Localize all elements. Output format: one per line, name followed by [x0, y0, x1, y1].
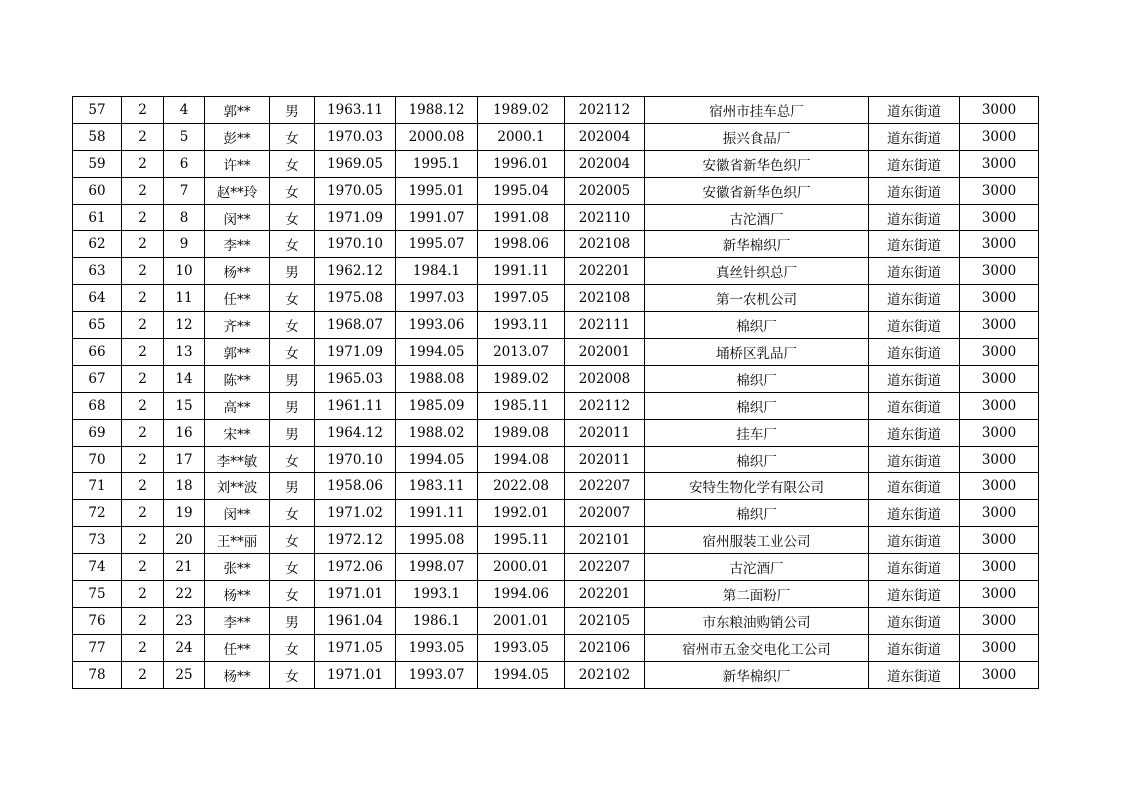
name-cell: 李**	[205, 231, 270, 258]
seq-cell: 73	[73, 527, 122, 554]
gender-cell: 女	[270, 634, 315, 661]
seq-cell: 61	[73, 204, 122, 231]
amount-cell: 3000	[960, 258, 1039, 285]
number-cell: 22	[164, 581, 205, 608]
start-date-cell: 1994.05	[396, 446, 478, 473]
name-cell: 闵**	[205, 204, 270, 231]
gender-cell: 女	[270, 231, 315, 258]
employer-cell: 宿州市五金交电化工公司	[645, 634, 869, 661]
gender-cell: 女	[270, 177, 315, 204]
gender-cell: 男	[270, 392, 315, 419]
group-cell: 2	[122, 634, 164, 661]
birth-date-cell: 1958.06	[315, 473, 396, 500]
seq-cell: 59	[73, 150, 122, 177]
end-date-cell: 1994.05	[478, 661, 565, 688]
period-cell: 202108	[565, 231, 645, 258]
birth-date-cell: 1975.08	[315, 285, 396, 312]
seq-cell: 64	[73, 285, 122, 312]
number-cell: 23	[164, 607, 205, 634]
start-date-cell: 1997.03	[396, 285, 478, 312]
street-cell: 道东街道	[869, 312, 960, 339]
number-cell: 10	[164, 258, 205, 285]
table-row	[73, 97, 1039, 124]
name-cell: 郭**	[205, 97, 270, 124]
employer-cell: 新华棉织厂	[645, 661, 869, 688]
gender-cell: 女	[270, 285, 315, 312]
birth-date-cell: 1971.01	[315, 581, 396, 608]
birth-date-cell: 1964.12	[315, 419, 396, 446]
street-cell: 道东街道	[869, 177, 960, 204]
period-cell: 202011	[565, 419, 645, 446]
period-cell: 202207	[565, 473, 645, 500]
period-cell: 202008	[565, 365, 645, 392]
period-cell: 202004	[565, 123, 645, 150]
start-date-cell: 1998.07	[396, 554, 478, 581]
period-cell: 202001	[565, 339, 645, 366]
employer-cell: 振兴食品厂	[645, 123, 869, 150]
birth-date-cell: 1970.03	[315, 123, 396, 150]
period-cell: 202207	[565, 554, 645, 581]
table-row	[73, 446, 1039, 473]
table-row	[73, 150, 1039, 177]
end-date-cell: 2000.01	[478, 554, 565, 581]
start-date-cell: 1994.05	[396, 339, 478, 366]
table-row	[73, 661, 1039, 688]
group-cell: 2	[122, 365, 164, 392]
start-date-cell: 1983.11	[396, 473, 478, 500]
number-cell: 24	[164, 634, 205, 661]
records-table-body	[73, 97, 1039, 689]
birth-date-cell: 1970.10	[315, 446, 396, 473]
gender-cell: 男	[270, 473, 315, 500]
birth-date-cell: 1962.12	[315, 258, 396, 285]
seq-cell: 72	[73, 500, 122, 527]
number-cell: 18	[164, 473, 205, 500]
end-date-cell: 1993.11	[478, 312, 565, 339]
employer-cell: 第二面粉厂	[645, 581, 869, 608]
number-cell: 25	[164, 661, 205, 688]
number-cell: 15	[164, 392, 205, 419]
end-date-cell: 2001.01	[478, 607, 565, 634]
group-cell: 2	[122, 258, 164, 285]
amount-cell: 3000	[960, 231, 1039, 258]
employer-cell: 挂车厂	[645, 419, 869, 446]
table-row	[73, 500, 1039, 527]
amount-cell: 3000	[960, 419, 1039, 446]
amount-cell: 3000	[960, 365, 1039, 392]
birth-date-cell: 1961.11	[315, 392, 396, 419]
amount-cell: 3000	[960, 554, 1039, 581]
street-cell: 道东街道	[869, 339, 960, 366]
gender-cell: 女	[270, 123, 315, 150]
employer-cell: 宿州服装工业公司	[645, 527, 869, 554]
group-cell: 2	[122, 661, 164, 688]
employer-cell: 棉织厂	[645, 365, 869, 392]
birth-date-cell: 1971.09	[315, 339, 396, 366]
street-cell: 道东街道	[869, 392, 960, 419]
amount-cell: 3000	[960, 527, 1039, 554]
start-date-cell: 1995.01	[396, 177, 478, 204]
birth-date-cell: 1972.06	[315, 554, 396, 581]
amount-cell: 3000	[960, 150, 1039, 177]
start-date-cell: 1986.1	[396, 607, 478, 634]
street-cell: 道东街道	[869, 365, 960, 392]
seq-cell: 66	[73, 339, 122, 366]
amount-cell: 3000	[960, 661, 1039, 688]
start-date-cell: 1984.1	[396, 258, 478, 285]
amount-cell: 3000	[960, 204, 1039, 231]
birth-date-cell: 1968.07	[315, 312, 396, 339]
period-cell: 202005	[565, 177, 645, 204]
name-cell: 彭**	[205, 123, 270, 150]
gender-cell: 男	[270, 419, 315, 446]
group-cell: 2	[122, 177, 164, 204]
amount-cell: 3000	[960, 581, 1039, 608]
amount-cell: 3000	[960, 339, 1039, 366]
group-cell: 2	[122, 527, 164, 554]
number-cell: 11	[164, 285, 205, 312]
period-cell: 202102	[565, 661, 645, 688]
period-cell: 202201	[565, 581, 645, 608]
amount-cell: 3000	[960, 634, 1039, 661]
street-cell: 道东街道	[869, 500, 960, 527]
seq-cell: 62	[73, 231, 122, 258]
street-cell: 道东街道	[869, 581, 960, 608]
amount-cell: 3000	[960, 312, 1039, 339]
street-cell: 道东街道	[869, 473, 960, 500]
name-cell: 赵**玲	[205, 177, 270, 204]
street-cell: 道东街道	[869, 661, 960, 688]
employer-cell: 棉织厂	[645, 446, 869, 473]
birth-date-cell: 1972.12	[315, 527, 396, 554]
period-cell: 202111	[565, 312, 645, 339]
end-date-cell: 1996.01	[478, 150, 565, 177]
number-cell: 6	[164, 150, 205, 177]
employer-cell: 棉织厂	[645, 312, 869, 339]
name-cell: 郭**	[205, 339, 270, 366]
end-date-cell: 2013.07	[478, 339, 565, 366]
name-cell: 闵**	[205, 500, 270, 527]
amount-cell: 3000	[960, 500, 1039, 527]
start-date-cell: 1993.07	[396, 661, 478, 688]
table-row	[73, 527, 1039, 554]
gender-cell: 女	[270, 661, 315, 688]
employer-cell: 棉织厂	[645, 500, 869, 527]
end-date-cell: 1991.08	[478, 204, 565, 231]
street-cell: 道东街道	[869, 634, 960, 661]
gender-cell: 女	[270, 446, 315, 473]
group-cell: 2	[122, 97, 164, 124]
street-cell: 道东街道	[869, 97, 960, 124]
table-row	[73, 231, 1039, 258]
employer-cell: 新华棉织厂	[645, 231, 869, 258]
birth-date-cell: 1961.04	[315, 607, 396, 634]
seq-cell: 65	[73, 312, 122, 339]
seq-cell: 67	[73, 365, 122, 392]
period-cell: 202108	[565, 285, 645, 312]
start-date-cell: 1988.08	[396, 365, 478, 392]
group-cell: 2	[122, 339, 164, 366]
street-cell: 道东街道	[869, 607, 960, 634]
start-date-cell: 1995.1	[396, 150, 478, 177]
name-cell: 高**	[205, 392, 270, 419]
table-row	[73, 339, 1039, 366]
employer-cell: 市东粮油购销公司	[645, 607, 869, 634]
start-date-cell: 1993.05	[396, 634, 478, 661]
name-cell: 杨**	[205, 661, 270, 688]
table-row	[73, 365, 1039, 392]
group-cell: 2	[122, 231, 164, 258]
start-date-cell: 1995.07	[396, 231, 478, 258]
period-cell: 202110	[565, 204, 645, 231]
start-date-cell: 1985.09	[396, 392, 478, 419]
seq-cell: 60	[73, 177, 122, 204]
group-cell: 2	[122, 473, 164, 500]
amount-cell: 3000	[960, 123, 1039, 150]
period-cell: 202105	[565, 607, 645, 634]
table-row	[73, 554, 1039, 581]
number-cell: 13	[164, 339, 205, 366]
number-cell: 19	[164, 500, 205, 527]
employer-cell: 安徽省新华色织厂	[645, 150, 869, 177]
period-cell: 202007	[565, 500, 645, 527]
seq-cell: 70	[73, 446, 122, 473]
start-date-cell: 2000.08	[396, 123, 478, 150]
table-row	[73, 607, 1039, 634]
seq-cell: 71	[73, 473, 122, 500]
start-date-cell: 1991.07	[396, 204, 478, 231]
gender-cell: 女	[270, 312, 315, 339]
name-cell: 王**丽	[205, 527, 270, 554]
name-cell: 李**敏	[205, 446, 270, 473]
gender-cell: 女	[270, 500, 315, 527]
name-cell: 杨**	[205, 581, 270, 608]
name-cell: 任**	[205, 285, 270, 312]
name-cell: 许**	[205, 150, 270, 177]
birth-date-cell: 1971.05	[315, 634, 396, 661]
birth-date-cell: 1970.10	[315, 231, 396, 258]
name-cell: 陈**	[205, 365, 270, 392]
street-cell: 道东街道	[869, 285, 960, 312]
start-date-cell: 1993.1	[396, 581, 478, 608]
name-cell: 张**	[205, 554, 270, 581]
table-row	[73, 392, 1039, 419]
birth-date-cell: 1971.09	[315, 204, 396, 231]
end-date-cell: 1992.01	[478, 500, 565, 527]
group-cell: 2	[122, 554, 164, 581]
birth-date-cell: 1965.03	[315, 365, 396, 392]
gender-cell: 女	[270, 150, 315, 177]
end-date-cell: 1997.05	[478, 285, 565, 312]
amount-cell: 3000	[960, 177, 1039, 204]
table-row	[73, 177, 1039, 204]
employer-cell: 宿州市挂车总厂	[645, 97, 869, 124]
end-date-cell: 2000.1	[478, 123, 565, 150]
group-cell: 2	[122, 150, 164, 177]
seq-cell: 63	[73, 258, 122, 285]
employer-cell: 古沱酒厂	[645, 204, 869, 231]
employer-cell: 古沱酒厂	[645, 554, 869, 581]
amount-cell: 3000	[960, 446, 1039, 473]
end-date-cell: 1995.04	[478, 177, 565, 204]
end-date-cell: 1993.05	[478, 634, 565, 661]
number-cell: 20	[164, 527, 205, 554]
gender-cell: 女	[270, 339, 315, 366]
table-row	[73, 473, 1039, 500]
table-row	[73, 419, 1039, 446]
number-cell: 12	[164, 312, 205, 339]
start-date-cell: 1988.02	[396, 419, 478, 446]
end-date-cell: 1998.06	[478, 231, 565, 258]
street-cell: 道东街道	[869, 123, 960, 150]
end-date-cell: 1989.02	[478, 97, 565, 124]
employer-cell: 安徽省新华色织厂	[645, 177, 869, 204]
period-cell: 202106	[565, 634, 645, 661]
number-cell: 9	[164, 231, 205, 258]
birth-date-cell: 1969.05	[315, 150, 396, 177]
seq-cell: 78	[73, 661, 122, 688]
street-cell: 道东街道	[869, 554, 960, 581]
employer-cell: 安特生物化学有限公司	[645, 473, 869, 500]
table-row	[73, 312, 1039, 339]
number-cell: 4	[164, 97, 205, 124]
name-cell: 刘**波	[205, 473, 270, 500]
name-cell: 杨**	[205, 258, 270, 285]
end-date-cell: 1989.08	[478, 419, 565, 446]
employer-cell: 棉织厂	[645, 392, 869, 419]
start-date-cell: 1991.11	[396, 500, 478, 527]
street-cell: 道东街道	[869, 150, 960, 177]
birth-date-cell: 1963.11	[315, 97, 396, 124]
seq-cell: 75	[73, 581, 122, 608]
gender-cell: 女	[270, 204, 315, 231]
group-cell: 2	[122, 607, 164, 634]
number-cell: 14	[164, 365, 205, 392]
group-cell: 2	[122, 446, 164, 473]
seq-cell: 76	[73, 607, 122, 634]
number-cell: 7	[164, 177, 205, 204]
name-cell: 李**	[205, 607, 270, 634]
period-cell: 202112	[565, 97, 645, 124]
amount-cell: 3000	[960, 392, 1039, 419]
street-cell: 道东街道	[869, 446, 960, 473]
gender-cell: 女	[270, 527, 315, 554]
table-row	[73, 634, 1039, 661]
start-date-cell: 1988.12	[396, 97, 478, 124]
gender-cell: 男	[270, 258, 315, 285]
group-cell: 2	[122, 392, 164, 419]
end-date-cell: 1991.11	[478, 258, 565, 285]
period-cell: 202011	[565, 446, 645, 473]
table-row	[73, 258, 1039, 285]
number-cell: 8	[164, 204, 205, 231]
birth-date-cell: 1971.01	[315, 661, 396, 688]
period-cell: 202004	[565, 150, 645, 177]
amount-cell: 3000	[960, 473, 1039, 500]
amount-cell: 3000	[960, 97, 1039, 124]
group-cell: 2	[122, 285, 164, 312]
seq-cell: 74	[73, 554, 122, 581]
gender-cell: 女	[270, 554, 315, 581]
group-cell: 2	[122, 312, 164, 339]
street-cell: 道东街道	[869, 258, 960, 285]
street-cell: 道东街道	[869, 204, 960, 231]
amount-cell: 3000	[960, 285, 1039, 312]
employer-cell: 真丝针织总厂	[645, 258, 869, 285]
end-date-cell: 1994.06	[478, 581, 565, 608]
seq-cell: 68	[73, 392, 122, 419]
street-cell: 道东街道	[869, 231, 960, 258]
gender-cell: 男	[270, 607, 315, 634]
gender-cell: 男	[270, 97, 315, 124]
table-row	[73, 204, 1039, 231]
number-cell: 5	[164, 123, 205, 150]
number-cell: 21	[164, 554, 205, 581]
table-row	[73, 285, 1039, 312]
group-cell: 2	[122, 500, 164, 527]
end-date-cell: 2022.08	[478, 473, 565, 500]
number-cell: 17	[164, 446, 205, 473]
seq-cell: 77	[73, 634, 122, 661]
table-row	[73, 581, 1039, 608]
end-date-cell: 1995.11	[478, 527, 565, 554]
amount-cell: 3000	[960, 607, 1039, 634]
gender-cell: 男	[270, 365, 315, 392]
end-date-cell: 1989.02	[478, 365, 565, 392]
name-cell: 齐**	[205, 312, 270, 339]
seq-cell: 57	[73, 97, 122, 124]
street-cell: 道东街道	[869, 527, 960, 554]
birth-date-cell: 1970.05	[315, 177, 396, 204]
start-date-cell: 1995.08	[396, 527, 478, 554]
group-cell: 2	[122, 419, 164, 446]
gender-cell: 女	[270, 581, 315, 608]
name-cell: 宋**	[205, 419, 270, 446]
end-date-cell: 1985.11	[478, 392, 565, 419]
period-cell: 202201	[565, 258, 645, 285]
seq-cell: 69	[73, 419, 122, 446]
end-date-cell: 1994.08	[478, 446, 565, 473]
period-cell: 202112	[565, 392, 645, 419]
employer-cell: 埇桥区乳品厂	[645, 339, 869, 366]
records-table	[72, 96, 1039, 689]
group-cell: 2	[122, 123, 164, 150]
number-cell: 16	[164, 419, 205, 446]
employer-cell: 第一农机公司	[645, 285, 869, 312]
birth-date-cell: 1971.02	[315, 500, 396, 527]
period-cell: 202101	[565, 527, 645, 554]
table-row	[73, 123, 1039, 150]
street-cell: 道东街道	[869, 419, 960, 446]
group-cell: 2	[122, 204, 164, 231]
name-cell: 任**	[205, 634, 270, 661]
seq-cell: 58	[73, 123, 122, 150]
start-date-cell: 1993.06	[396, 312, 478, 339]
group-cell: 2	[122, 581, 164, 608]
